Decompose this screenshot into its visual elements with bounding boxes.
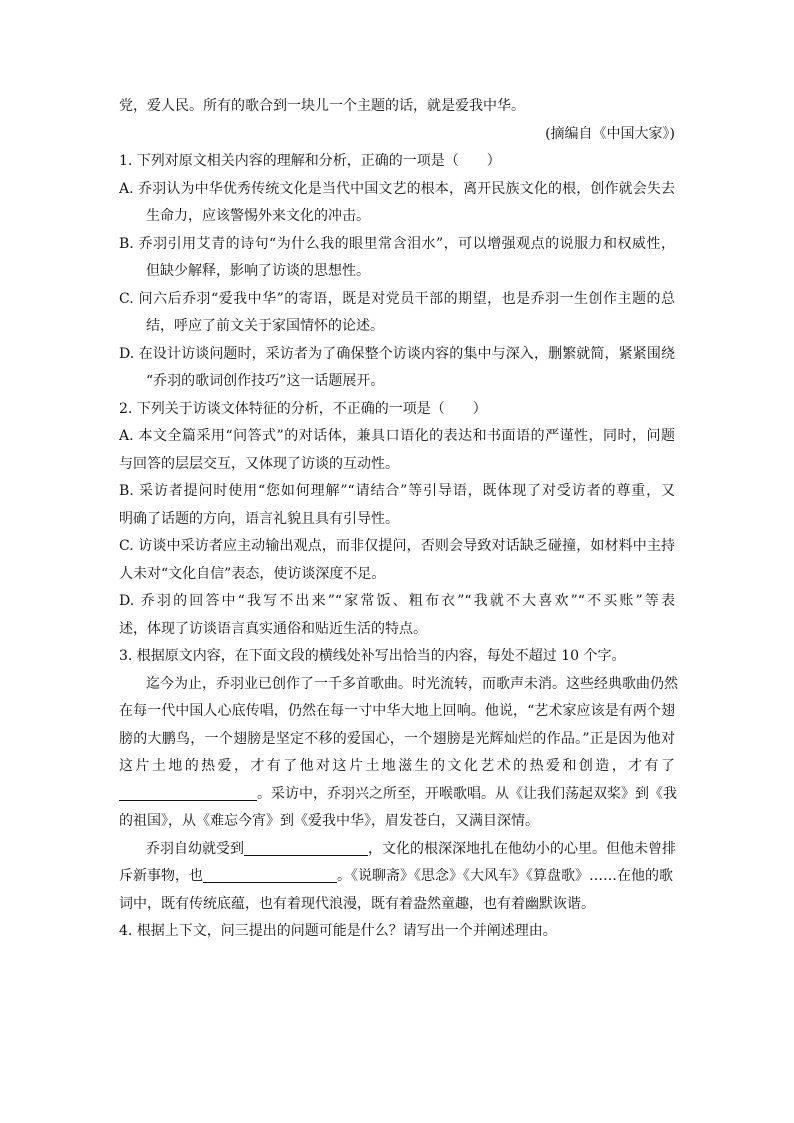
q3-passage2-line3: 词中，既有传统底蕴，也有着现代浪漫，既有着盎然童趣，也有着幽默诙谐。 <box>119 895 595 912</box>
q1-option-a-line2: 生命力，应该警惕外来文化的冲击。 <box>146 208 370 224</box>
q3-passage2-line2-before: 斥新事物，也 <box>119 868 203 884</box>
q2-option-d-line2: 述，体现了访谈语言真实通俗和贴近生活的特点。 <box>119 620 427 637</box>
answer-blank-1[interactable] <box>119 786 257 801</box>
exam-page <box>119 93 678 946</box>
question-4-stem: 4. 根据上下文，问三提出的问题可能是什么？请写出一个并阐述理由。 <box>119 923 557 939</box>
q2-option-a-line1: A. 本文全篇采用“问答式”的对话体，兼具口语化的表达和书面语的严谨性，同时，问题 <box>119 428 675 444</box>
source-citation: (摘编自《中国大家》) <box>545 125 675 142</box>
q2-option-b-line1: B. 采访者提问时使用“您如何理解”“请结合”等引导语，既体现了对受访者的尊重，又 <box>119 483 675 499</box>
intro-text: 党，爱人民。所有的歌合到一块儿一个主题的话，就是爱我中华。 <box>119 98 525 114</box>
q3-passage1-line2: 在每一代中国人心底传唱，仍然在每一寸中华大地上回响。他说，“艺术家应该是有两个翅 <box>119 703 675 719</box>
question-3-stem: 3. 根据原文内容，在下面文段的横线处补写出恰当的内容，每处不超过 10 个字。 <box>119 648 626 664</box>
q3-passage1-line6: 的祖国》，从《难忘今宵》到《爱我中华》，眉发苍白，又满目深情。 <box>119 813 539 829</box>
q2-option-b-line2: 明确了话题的方向，语言礼貌且具有引导性。 <box>119 510 399 527</box>
q2-option-c-line2: 人未对“文化自信”表态，使访谈深度不足。 <box>119 565 386 582</box>
answer-blank-3[interactable] <box>203 868 337 883</box>
q1-option-b-line2: 但缺少解释，影响了访谈的思想性。 <box>146 263 370 279</box>
question-2-stem: 2. 下列关于访谈文体特征的分析，不正确的一项是（ ） <box>119 400 487 417</box>
q3-passage2-line2 <box>119 863 675 891</box>
q3-passage2-line1-before: 乔羽自幼就受到 <box>146 840 244 857</box>
q3-passage2-line1-after: ，文化的根深深地扎在他幼小的心里。但他未曾排 <box>368 840 676 857</box>
q1-option-b-line1: B. 乔羽引用艾青的诗句“为什么我的眼里常含泪水”，可以增强观点的说服力和权威性， <box>119 235 675 252</box>
q2-option-d-line1: D. 乔羽的回答中“我写不出来”“家常饭、粗布衣”“我就不大喜欢”“不买账”等表 <box>119 593 675 609</box>
q3-passage1-line5 <box>119 781 675 809</box>
q3-passage1-line3: 膀的大鹏鸟，一个翅膀是坚定不移的爱国心，一个翅膀是光辉灿烂的作品。”正是因为他对 <box>119 730 675 747</box>
q3-passage1-line4: 这片土地的热爱，才有了他对这片土地滋生的文化艺术的热爱和创造，才有了 <box>119 758 675 774</box>
q3-passage2-line1 <box>119 836 675 864</box>
q2-option-a-line2: 与回答的层层交互，又体现了访谈的互动性。 <box>119 455 399 472</box>
q3-passage1-line1: 迄今为止，乔羽业已创作了一千多首歌曲。时光流转，而歌声未消。这些经典歌曲仍然 <box>146 675 678 692</box>
q3-passage1-line5-text: 。采访中，乔羽兴之所至，开喉歌唱。从《让我们荡起双桨》到《我 <box>257 785 677 802</box>
answer-blank-2[interactable] <box>244 841 368 856</box>
q3-passage2-line2-after: 。《说聊斋》《思念》《大风车》《算盘歌》……在他的歌 <box>337 868 673 884</box>
q1-option-c-line2: 结，呼应了前文关于家国情怀的论述。 <box>146 318 384 334</box>
q1-option-d-line2: “乔羽的歌词创作技巧”这一话题展开。 <box>146 373 385 389</box>
q1-option-c-line1: C. 问六后乔羽“爱我中华”的寄语，既是对党员干部的期望，也是乔羽一生创作主题的总 <box>119 290 675 307</box>
question-1-stem: 1. 下列对原文相关内容的理解和分析，正确的一项是（ ） <box>119 153 501 169</box>
q1-option-a-line1: A. 乔羽认为中华优秀传统文化是当代中国文艺的根本，离开民族文化的根，创作就会失去 <box>119 180 675 197</box>
q1-option-d-line1: D. 在设计访谈问题时，采访者为了确保整个访谈内容的集中与深入，删繁就简，紧紧围绕 <box>119 345 675 362</box>
q2-option-c-line1: C. 访谈中采访者应主动输出观点，而非仅提问，否则会导致对话缺乏碰撞，如材料中主持 <box>119 538 675 554</box>
